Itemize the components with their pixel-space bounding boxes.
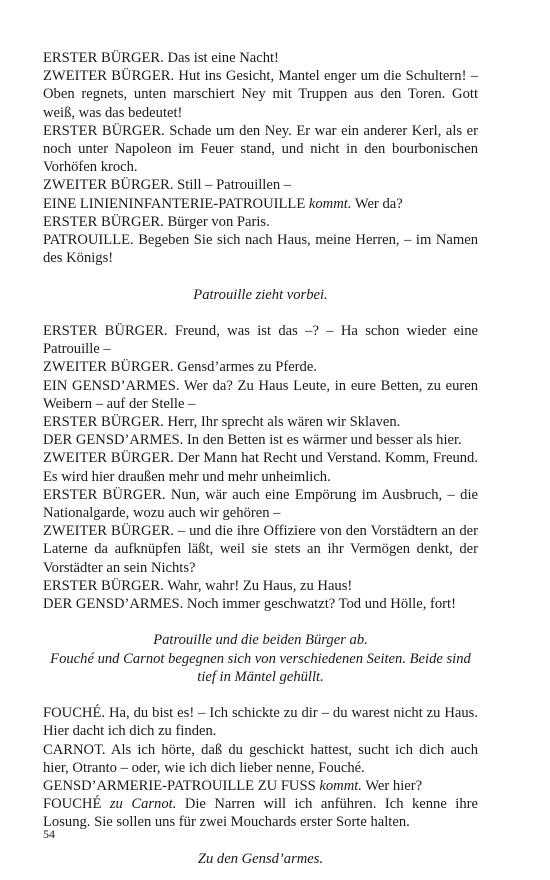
dialogue-line: ERSTER BÜRGER. Bürger von Paris. xyxy=(43,213,270,230)
speech: Hut ins Gesicht, Mantel enger um die Schultern! – Oben regnets, unten marschiert Ney mit Truppen aus den Toren. Gott weiß, was das bedeutet! xyxy=(43,68,478,121)
dialogue-line: ZWEITER BÜRGER. – und die ihre Offiziere von den Vorstädtern an der Laterne da aufknüpfen läßt, weil sie stets an ihr Vermögen denkt, der Vorstädter an sein Nichts? xyxy=(43,523,478,576)
dialogue-line: ERSTER BÜRGER. Schade um den Ney. Er war ein anderer Kerl, als er noch unter Napoleon im Feuer stand, und nicht in den bourbonischen Vorhöfen kroch. xyxy=(43,122,478,176)
dialogue-line: ZWEITER BÜRGER. Gensd’armes zu Pferde. xyxy=(43,359,317,376)
dialogue-line: ERSTER BÜRGER. Nun, wär auch eine Empörung im Ausbruch, – die Nationalgarde, wozu auch wir gehören – xyxy=(43,486,478,522)
stage-direction-inline: zu Carnot. xyxy=(109,796,177,813)
dialogue-line: FOUCHÉ. Ha, du bist es! – Ich schickte zu dir – du warest nicht zu Haus. Hier dacht ich dich zu finden. xyxy=(43,705,478,740)
dialogue-line xyxy=(43,195,478,213)
stage-direction-inline: kommt. xyxy=(308,195,352,212)
page-number: 54 xyxy=(43,827,55,841)
dialogue-line: DER GENSD’ARMES. Noch immer geschwatzt? Tod und Hölle, fort! xyxy=(43,596,456,613)
dialogue-line: ERSTER BÜRGER. Freund, was ist das –? – Ha schon wieder eine Patrouille – xyxy=(43,323,478,358)
drama-text xyxy=(43,49,478,868)
stage-direction: Patrouille und die beiden Bürger ab. xyxy=(153,632,368,649)
dialogue-line xyxy=(43,795,478,831)
dialogue-line: ZWEITER BÜRGER. Still – Patrouillen – xyxy=(43,177,292,194)
speech: Die Narren will ich anführen. Ich kenne ihre Losung. Sie sollen uns für zwei Mouchards erster Sorte halten. xyxy=(43,796,478,831)
stage-direction: Patrouille zieht vorbei. xyxy=(193,286,328,303)
speech: Wer hier? xyxy=(361,778,423,795)
speaker: EINE LINIENINFANTERIE-PATROUILLE xyxy=(43,195,306,212)
dialogue-line: ERSTER BÜRGER. Wahr, wahr! Zu Haus, zu Haus! xyxy=(43,577,353,594)
dialogue-line: ERSTER BÜRGER. Herr, Ihr sprecht als wären wir Sklaven. xyxy=(43,414,401,431)
speaker: FOUCHÉ xyxy=(43,796,102,813)
stage-direction: Fouché und Carnot begegnen sich von verschiedenen Seiten. Beide sind tief in Mäntel gehüllt. xyxy=(50,650,471,685)
stage-direction: Zu den Gensd’armes. xyxy=(197,850,324,867)
speech: Wer da? xyxy=(351,195,403,212)
dialogue-line: DER GENSD’ARMES. In den Betten ist es wärmer und besser als hier. xyxy=(43,432,462,449)
speaker: ZWEITER BÜRGER. xyxy=(43,68,175,85)
dialogue-line: ERSTER BÜRGER. Das ist eine Nacht! xyxy=(43,50,279,66)
speaker: GENSD’ARMERIE-PATROUILLE ZU FUSS xyxy=(43,778,316,795)
dialogue-line: CARNOT. Als ich hörte, daß du geschickt hattest, sucht ich dich auch hier, Otranto – oder, wie ich dich lieber nenne, Fouché. xyxy=(43,741,478,776)
dialogue-line: PATROUILLE. Begeben Sie sich nach Haus, meine Herren, – im Namen des Königs! xyxy=(43,232,478,267)
dialogue-line: EIN GENSD’ARMES. Wer da? Zu Haus Leute, in eure Betten, zu euren Weibern – auf der Stelle – xyxy=(43,377,478,412)
dialogue-line: ZWEITER BÜRGER. Der Mann hat Recht und Verstand. Komm, Freund. Es wird hier draußen mehr und mehr unheimlich. xyxy=(43,450,478,485)
dialogue-line xyxy=(43,67,478,122)
stage-direction-inline: kommt. xyxy=(319,778,362,795)
dialogue-line xyxy=(43,777,478,795)
